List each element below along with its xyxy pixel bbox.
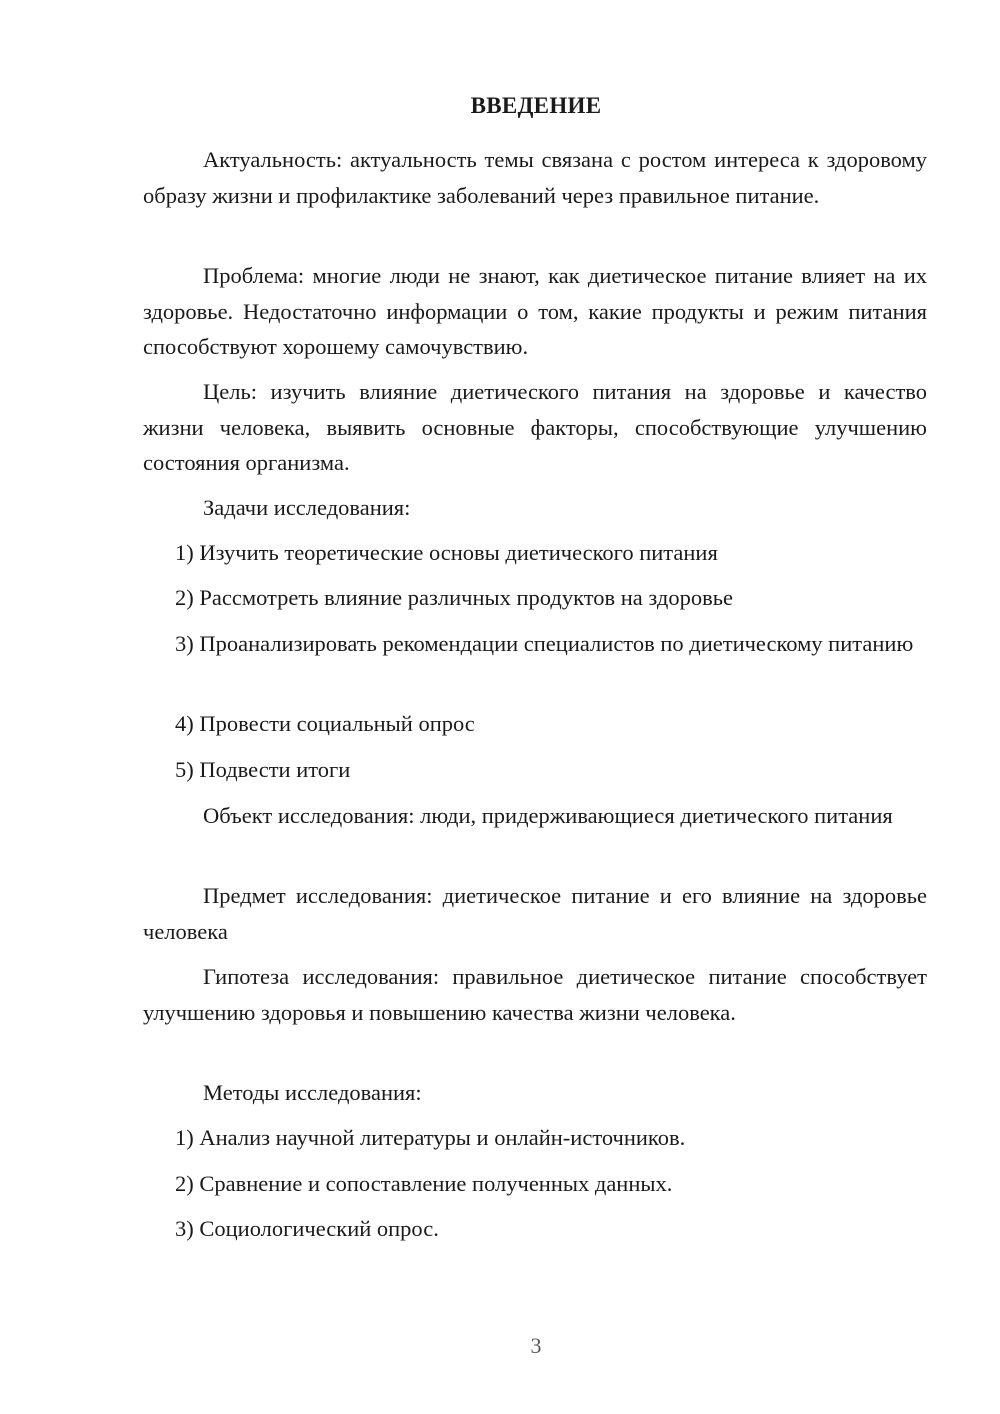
paragraph-problem: Проблема: многие люди не знают, как диетическое питание влияет на их здоровье. Недостаточно информации о том, какие продукты и режим питания способствуют хорошему самочувствию. [143,263,927,359]
method-item-2: 2) Сравнение и сопоставление полученных данных. [175,1171,673,1196]
tasks-title: Задачи исследования: [203,495,411,520]
task-item-3: 3) Проанализировать рекомендации специалистов по диетическому питанию [175,631,914,656]
methods-title: Методы исследования: [203,1080,422,1105]
paragraph-object: Объект исследования: люди, придерживающиеся диетического питания [203,803,893,828]
task-item-2: 2) Рассмотреть влияние различных продуктов на здоровье [175,585,733,610]
task-item-4: 4) Провести социальный опрос [175,711,475,736]
paragraph-relevance: Актуальность: актуальность темы связана с ростом интереса к здоровому образу жизни и профилактике заболеваний через правильное питание. [143,147,927,208]
method-item-3: 3) Социологический опрос. [175,1216,439,1241]
section-heading: ВВЕДЕНИЕ [470,93,602,118]
task-item-1: 1) Изучить теоретические основы диетического питания [175,540,718,565]
method-item-1: 1) Анализ научной литературы и онлайн-источников. [175,1125,686,1150]
page-number: 3 [530,1333,542,1358]
paragraph-hypothesis: Гипотеза исследования: правильное диетическое питание способствует улучшению здоровья и повышению качества жизни человека. [143,964,927,1025]
paragraph-subject: Предмет исследования: диетическое питание и его влияние на здоровье человека [143,883,927,944]
paragraph-goal: Цель: изучить влияние диетического питания на здоровье и качество жизни человека, выявить основные факторы, способствующие улучшению состояния организма. [143,379,927,475]
task-item-5: 5) Подвести итоги [175,757,351,782]
